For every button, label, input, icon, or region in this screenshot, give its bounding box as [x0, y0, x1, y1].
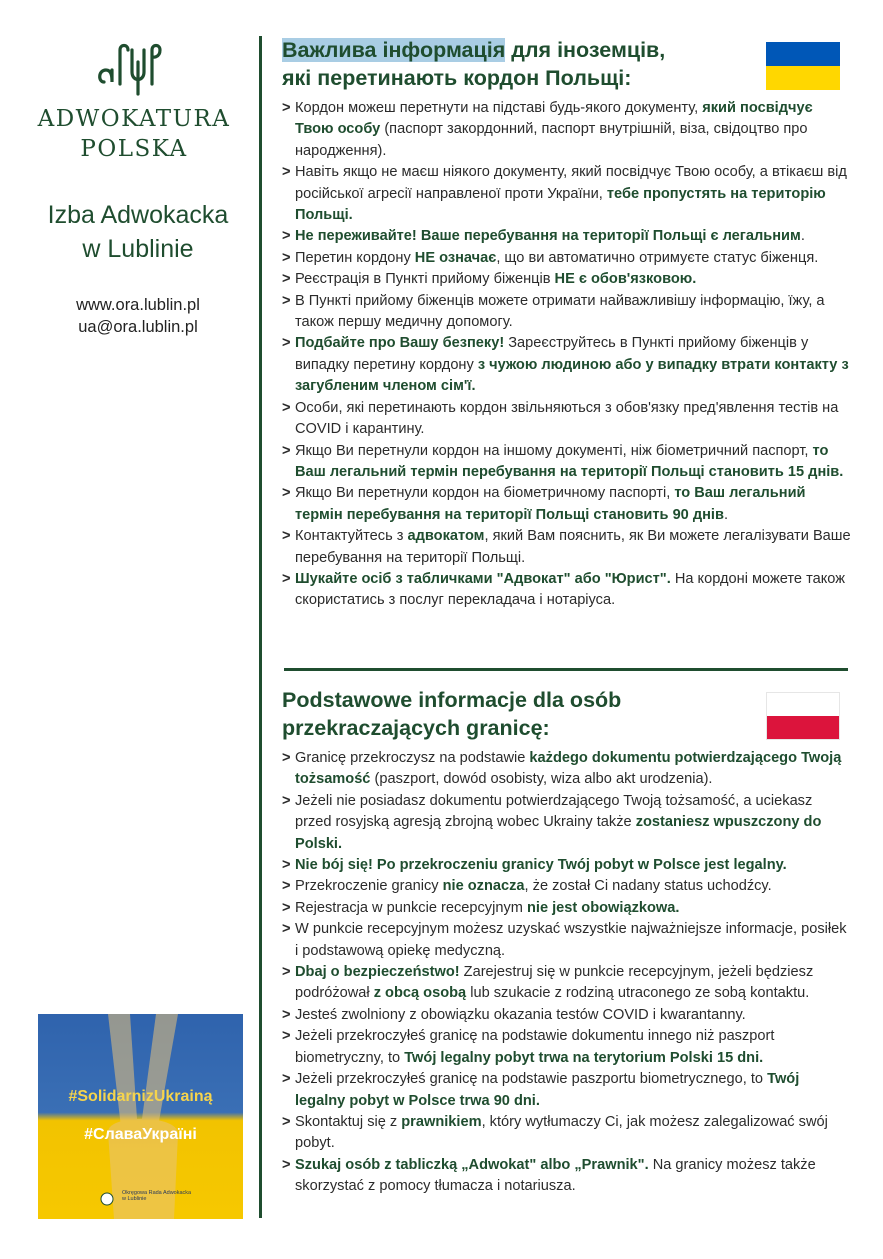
- ua-title-line2: які перетинають кордон Польщі:: [282, 66, 632, 90]
- list-item: [282, 98, 852, 162]
- text: , który wytłumaczy Ci, jak możesz zalegalizować swój pobyt.: [295, 1113, 828, 1152]
- solidarity-poster: [38, 1014, 243, 1219]
- polish-info-section: [282, 686, 852, 1198]
- text: Jeżeli przekroczyłeś granicę na podstawie paszportu biometrycznego, to: [295, 1071, 768, 1088]
- bold-text: Шукайте осіб з табличками "Адвокат" або "Юрист".: [295, 570, 671, 587]
- text: Jeżeli przekroczyłeś granicę na podstawie dokumentu innego niż paszport biometryczny, to: [295, 1028, 775, 1066]
- bold-text: з чужою людиною або у випадку втрати контакту з загубленим членом сім'ї.: [295, 356, 849, 395]
- list-item: [282, 919, 852, 962]
- poster-hashtag-2: #СлаваУкраїні: [84, 1126, 197, 1143]
- text: Кордон можеш перетнути на підставі будь-якого документу,: [295, 100, 703, 116]
- text: , який Вам пояснить, як Ви можете легалізувати Ваше перебування на території Польщі.: [295, 528, 851, 566]
- bold-text: Dbaj o bezpieczeństwo!: [295, 964, 460, 981]
- bold-text: prawnikiem: [401, 1113, 482, 1130]
- text: Rejestracja w punkcie recepcyjnym: [295, 899, 527, 916]
- text: Реєстрація в Пункті прийому біженців: [295, 271, 555, 288]
- list-item: [282, 526, 852, 569]
- bold-text: НЕ означає: [414, 249, 497, 266]
- list-item: [282, 898, 852, 919]
- bold-text: nie oznacza: [442, 878, 525, 895]
- text: Skontaktuj się z: [295, 1113, 402, 1130]
- poster-logo-icon: [98, 1192, 116, 1206]
- section-divider: [284, 668, 848, 671]
- text: На кордоні можете також скористатись з послуг перекладача і нотаріуса.: [295, 570, 845, 609]
- victory-hand-icon: [38, 1014, 243, 1219]
- text: lub szukacie z rodziną utraconego ze sobą kontaktu.: [466, 985, 810, 1002]
- bold-text: nie jest obowiązkowa.: [526, 899, 680, 916]
- text: В Пункті прийому біженців можете отримати найважливішу інформацію, їжу, а також першу медичну допомогу.: [295, 292, 825, 331]
- text: Jesteś zwolniony z obowiązku okazania testów COVID i kwarantanny.: [295, 1006, 746, 1023]
- sidebar: [0, 0, 262, 1259]
- text: Якщо Ви перетнули кордон на біометричному паспорті,: [295, 485, 675, 502]
- bold-text: тебе пропустять на територію Польщі.: [295, 185, 826, 224]
- pl-title-line2: przekraczających granicę:: [282, 716, 550, 740]
- text: (паспорт закордонний, паспорт внутрішній, віза, свідоцтво про народження).: [295, 121, 808, 159]
- list-item: [282, 1069, 852, 1112]
- text: Zarejestruj się w punkcie recepcyjnym, jeżeli będziesz podróżował: [295, 964, 814, 1002]
- list-item: [282, 1005, 852, 1026]
- list-item: [282, 1155, 852, 1198]
- pl-section-title: [282, 686, 852, 742]
- list-item: [282, 1112, 852, 1155]
- bold-text: який посвідчує Твою особу: [295, 100, 813, 138]
- text: Якщо Ви перетнули кордон на іншому документі, ніж біометричний паспорт,: [295, 442, 813, 459]
- bold-text: то Ваш легальний термін перебування на території Польщі становить 90 днів: [295, 485, 806, 523]
- bold-text: Не переживайте! Ваше перебування на території Польщі є легальним: [295, 228, 801, 245]
- bold-text: адвокатом: [407, 528, 485, 545]
- text: W punkcie recepcyjnym możesz uzyskać wszystkie najważniejsze informacje, posiłek i podstawową opiekę medyczną.: [295, 921, 847, 959]
- ua-title-highlight: Важлива інформація: [282, 38, 506, 62]
- text: , że został Ci nadany status uchodźcy.: [524, 878, 772, 895]
- adwokatura-logo-icon: [94, 42, 170, 96]
- bold-text: Twój legalny pobyt w Polsce trwa 90 dni.: [295, 1071, 800, 1109]
- text: Зареєструйтесь в Пункті прийому біженців у випадку перетину кордону: [295, 335, 809, 373]
- bold-text: zostaniesz wpuszczony do Polski.: [295, 814, 822, 852]
- text: , що ви автоматично отримуєте статус біженця.: [496, 249, 819, 266]
- list-item: [282, 791, 852, 855]
- email-link[interactable]: ua@ora.lublin.pl: [78, 318, 198, 336]
- text: Контактуйтесь з: [295, 528, 408, 545]
- list-item: [282, 855, 852, 876]
- list-item: [282, 269, 852, 290]
- text: .: [800, 228, 805, 245]
- website-link[interactable]: www.ora.lublin.pl: [76, 296, 200, 314]
- bold-text: Twój legalny pobyt trwa na terytorium Polski 15 dni.: [404, 1049, 764, 1066]
- ua-info-list: [282, 98, 852, 612]
- poster-caption: Okręgowa Rada Adwokacka w Lublinie: [122, 1190, 192, 1202]
- text: (paszport, dowód osobisty, wiza albo akt urodzenia).: [370, 771, 713, 788]
- ukrainian-info-section: [282, 36, 852, 612]
- ua-title-rest: для іноземців,: [505, 38, 666, 62]
- list-item: [282, 248, 852, 269]
- text: Особи, які перетинають кордон звільняються з обов'язку пред'явлення тестів на COVID і карантину.: [295, 399, 839, 438]
- org-name-line1: ADWOKATURA: [37, 106, 231, 132]
- org-name-line2: POLSKA: [80, 136, 188, 162]
- list-item: [282, 226, 852, 247]
- list-item: [282, 962, 852, 1005]
- text: Навіть якщо не маєш ніякого документу, який посвідчує Твою особу, а втікаєш від російської агресії направленої проти України,: [295, 164, 847, 202]
- bold-text: то Ваш легальний термін перебування на території Польщі становить 15 днів.: [295, 442, 844, 480]
- bold-text: każdego dokumentu potwierdzającego Twoją tożsamość: [295, 750, 842, 788]
- list-item: [282, 483, 852, 526]
- pl-title-line1: Podstawowe informacje dla osób: [282, 688, 622, 712]
- bold-text: z obcą osobą: [373, 985, 467, 1002]
- ua-section-title: [282, 36, 852, 92]
- chamber-name-line1: Izba Adwokacka: [47, 201, 229, 229]
- chamber-name-line2: w Lublinie: [82, 235, 194, 263]
- list-item: [282, 748, 852, 791]
- pl-info-list: [282, 748, 852, 1198]
- list-item: [282, 876, 852, 897]
- list-item: [282, 441, 852, 484]
- bold-text: Подбайте про Вашу безпеку!: [295, 335, 505, 352]
- text: Przekroczenie granicy: [295, 878, 443, 895]
- list-item: [282, 162, 852, 226]
- text: Na granicy możesz także skorzystać z pomocy tłumacza i notariusza.: [295, 1156, 816, 1195]
- poster-hashtag-1: #SolidarnizUkrainą: [68, 1088, 213, 1105]
- bold-text: Szukaj osób z tabliczką „Adwokat" albo „Prawnik".: [295, 1156, 649, 1173]
- text: Jeżeli nie posiadasz dokumentu potwierdzającego Twoją tożsamość, a uciekasz przed rosyjską agresją zbrojną wobec Ukrainy także: [295, 792, 813, 831]
- text: .: [723, 506, 729, 523]
- list-item: [282, 398, 852, 441]
- list-item: [282, 1026, 852, 1069]
- bold-text: Nie bój się! Po przekroczeniu granicy Twój pobyt w Polsce jest legalny.: [295, 857, 787, 874]
- list-item: [282, 569, 852, 612]
- text: Granicę przekroczysz na podstawie: [295, 750, 530, 766]
- bold-text: НЕ є обов'язковою.: [554, 271, 697, 288]
- text: Перетин кордону: [295, 249, 415, 266]
- list-item: [282, 291, 852, 334]
- vertical-divider: [259, 36, 262, 1218]
- list-item: [282, 333, 852, 397]
